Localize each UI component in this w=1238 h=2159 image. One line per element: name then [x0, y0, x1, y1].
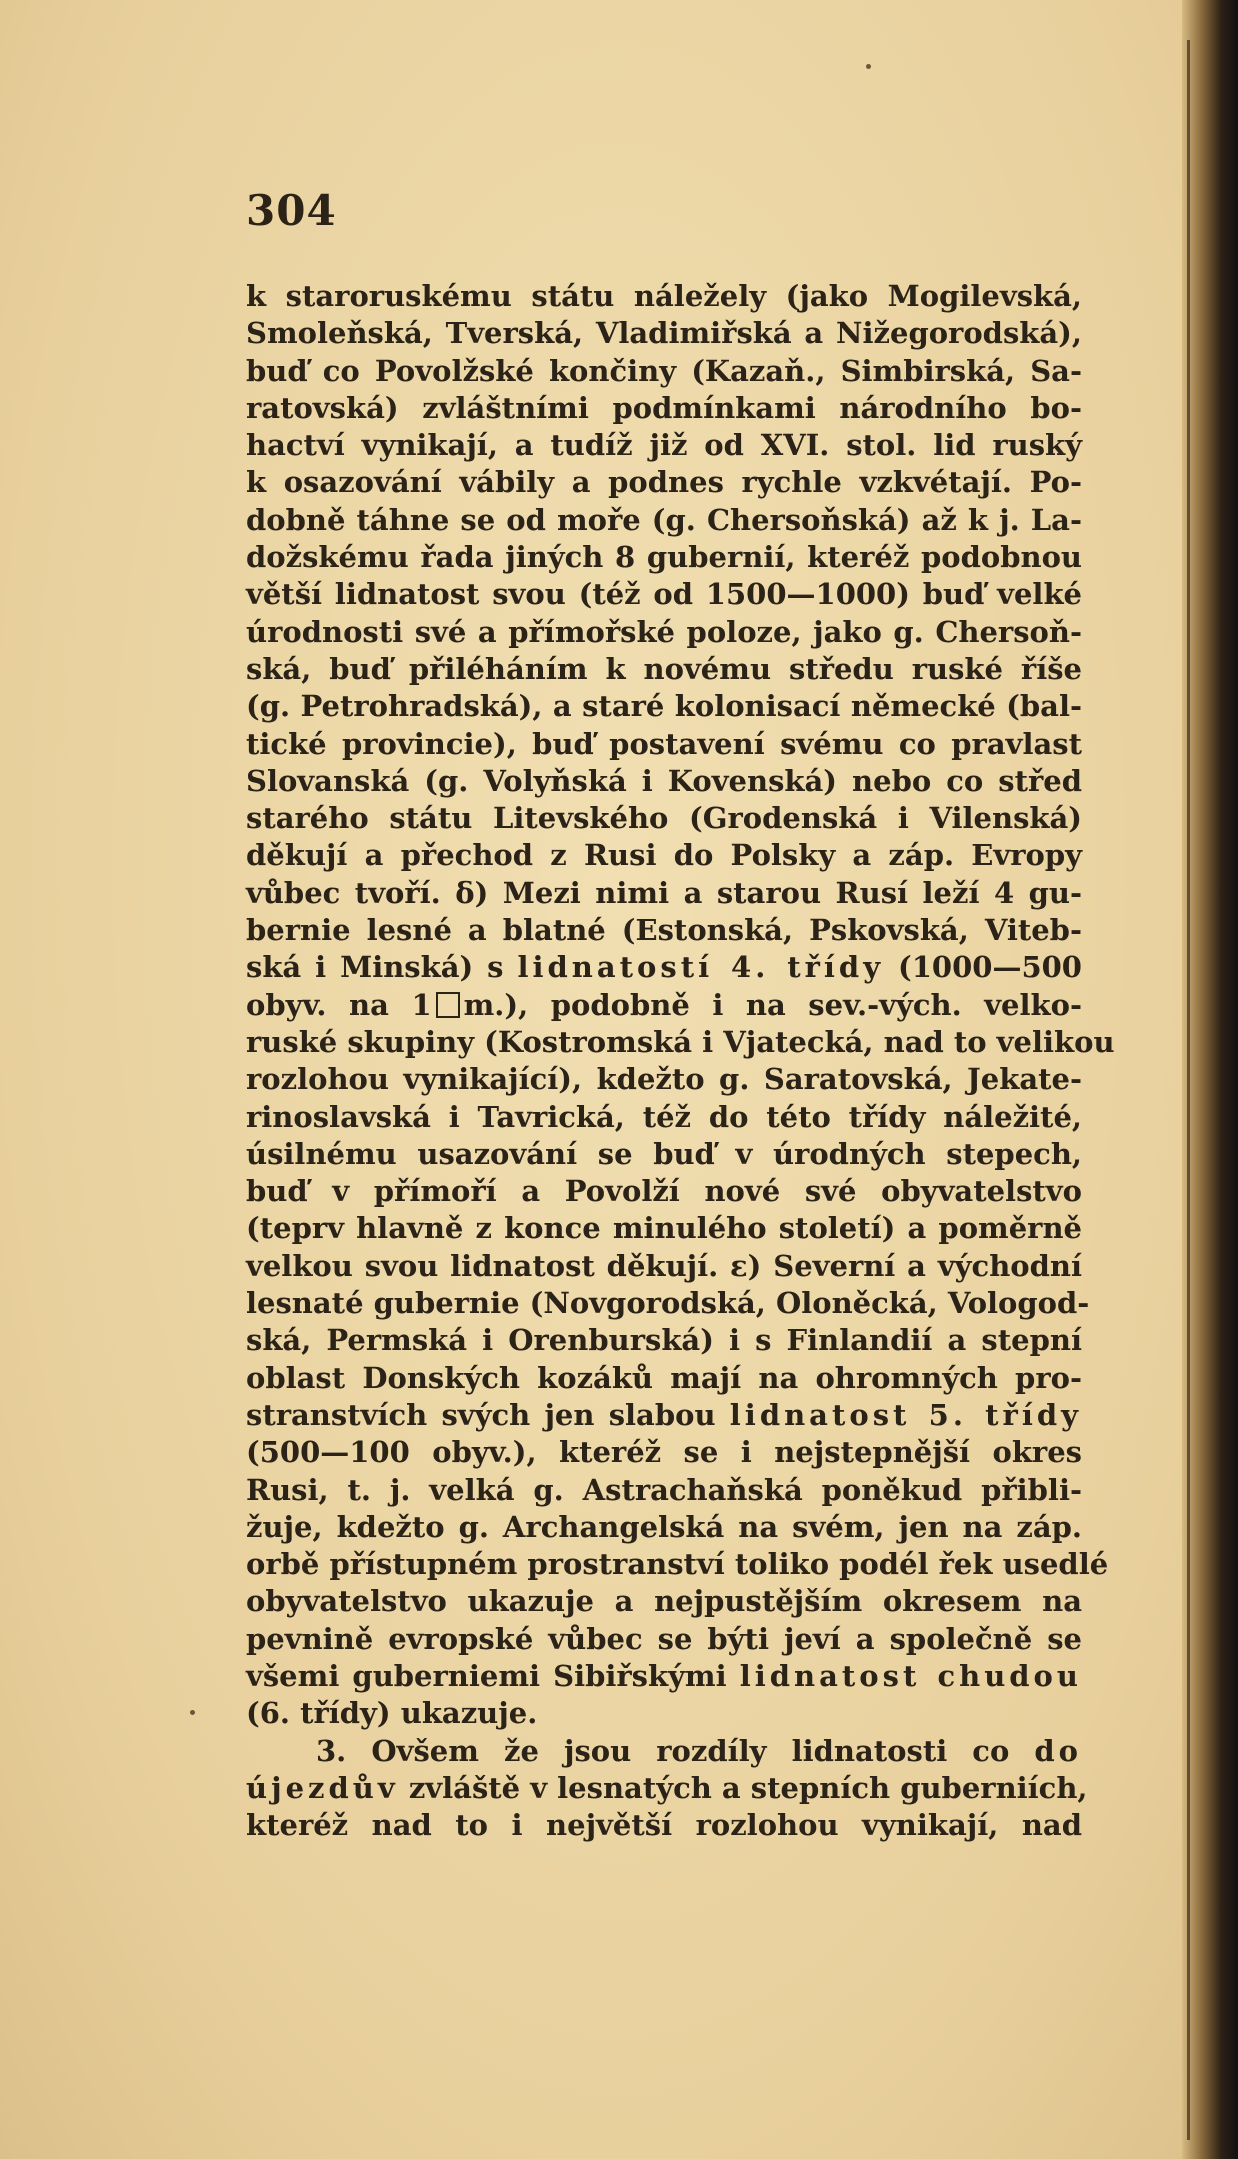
page-edge-line — [1187, 40, 1190, 2140]
text-line: velkou svou lidnatost děkují. ε) Severní a východní — [246, 1248, 1082, 1283]
square-symbol — [436, 992, 460, 1018]
text-line: ruské skupiny (Kostromská i Vjatecká, nad to velikou — [246, 1024, 1115, 1059]
text-line — [246, 1397, 1082, 1434]
text-line: starého státu Litevského (Grodenská i Vilenská) — [246, 801, 1082, 836]
text-fragment: stranstvích svých jen slabou — [246, 1397, 716, 1432]
text-line: k staroruskému státu náležely (jako Mogilevská, — [246, 279, 1082, 313]
text-line — [246, 949, 1082, 986]
text-line: větší lidnatost svou (též od 1500—1000) buď velké — [246, 577, 1082, 612]
text-line: buď co Povolžské končiny (Kazaň., Simbirská, Sa- — [246, 353, 1082, 388]
paper-speck — [866, 64, 871, 69]
text-line: dožskému řada jiných 8 gubernií, kteréž podobnou — [246, 540, 1082, 575]
body-text — [246, 278, 1115, 1844]
text-fragment: (1000—500 — [898, 950, 1082, 985]
text-line: děkují a přechod z Rusi do Polsky a záp. Evropy — [246, 838, 1082, 873]
text-line: ratovská) zvláštními podmínkami národního bo- — [246, 390, 1082, 425]
text-line — [246, 1770, 1088, 1807]
text-line: vůbec tvoří. δ) Mezi nimi a starou Rusí leží 4 gu- — [246, 875, 1082, 910]
text-fragment: 3. Ovšem že jsou rozdíly lidnatosti co — [316, 1733, 1010, 1768]
text-fragment: zvláště v lesnatých a stepních guberniích, — [408, 1770, 1088, 1805]
text-fragment: m.), podobně i na sev.-vých. velko- — [463, 987, 1082, 1022]
text-line: (teprv hlavně z konce minulého století) a poměrně — [246, 1211, 1082, 1246]
text-fragment: všemi guberniemi Sibiřskými — [246, 1658, 727, 1693]
text-line: (500—100 obyv.), kteréž se i nejstepnější okres — [246, 1435, 1082, 1470]
text-line: buď v přímoří a Povolží nové své obyvatelstvo — [246, 1174, 1082, 1209]
emphasis-spaced: lidnatost 5. třídy — [729, 1397, 1082, 1432]
text-line: Rusi, t. j. velká g. Astrachaňská poněkud přibli- — [246, 1472, 1082, 1507]
text-line: tické provincie), buď postavení svému co pravlast — [246, 726, 1082, 761]
text-line: rozlohou vynikající), kdežto g. Saratovská, Jekate- — [246, 1062, 1082, 1097]
text-line: ská, Permská i Orenburská) i s Finlandií a stepní — [246, 1323, 1082, 1358]
text-line: Smoleňská, Tverská, Vladimiřská a Nižegorodská), — [246, 316, 1082, 351]
text-line — [246, 1658, 1082, 1695]
text-line: úsilnému usazování se buď v úrodných stepech, — [246, 1136, 1082, 1171]
emphasis-spaced: lidnatost chudou — [739, 1658, 1082, 1693]
text-fragment: obyv. na 1 — [246, 987, 432, 1022]
text-line — [246, 987, 1082, 1024]
text-line: k osazování vábily a podnes rychle vzkvétají. Po- — [246, 465, 1082, 500]
text-line: žuje, kdežto g. Archangelská na svém, jen na záp. — [246, 1509, 1082, 1544]
text-line: pevnině evropské vůbec se býti jeví a společně se — [246, 1621, 1082, 1656]
text-line: ská, buď přiléháním k novému středu ruské říše — [246, 651, 1082, 686]
book-gutter — [1182, 0, 1238, 2159]
text-line: orbě přístupném prostranství toliko podél řek usedlé — [246, 1547, 1109, 1582]
page-number: 304 — [246, 186, 337, 235]
text-line: (6. třídy) ukazuje. — [246, 1696, 538, 1731]
emphasis-spaced: újezdův — [246, 1770, 399, 1805]
paper-speck — [190, 1710, 195, 1715]
emphasis-spaced: do — [1034, 1733, 1082, 1768]
text-line: bernie lesné a blatné (Estonská, Pskovská, Viteb- — [246, 913, 1082, 948]
emphasis-spaced: lidnatostí 4. třídy — [517, 950, 885, 985]
text-line: Slovanská (g. Volyňská i Kovenská) nebo co střed — [246, 763, 1082, 798]
text-line: dobně táhne se od moře (g. Chersoňská) až k j. La- — [246, 502, 1082, 537]
text-line: lesnaté gubernie (Novgorodská, Oloněcká, Vologod- — [246, 1286, 1090, 1321]
text-line: (g. Petrohradská), a staré kolonisací německé (bal- — [246, 689, 1082, 724]
text-line: kteréž nad to i největší rozlohou vynikají, nad — [246, 1808, 1082, 1843]
text-line: rinoslavská i Tavrická, též do této třídy náležité, — [246, 1099, 1082, 1134]
text-line: oblast Donských kozáků mají na ohromných pro- — [246, 1360, 1082, 1395]
text-line: úrodnosti své a přímořské poloze, jako g. Chersoň- — [246, 614, 1082, 649]
text-line: hactví vynikají, a tudíž již od XVI. stol. lid ruský — [246, 428, 1082, 463]
text-line — [246, 1733, 1082, 1770]
text-line: obyvatelstvo ukazuje a nejpustějším okresem na — [246, 1584, 1082, 1619]
text-fragment: ská i Minská) s — [246, 950, 504, 985]
